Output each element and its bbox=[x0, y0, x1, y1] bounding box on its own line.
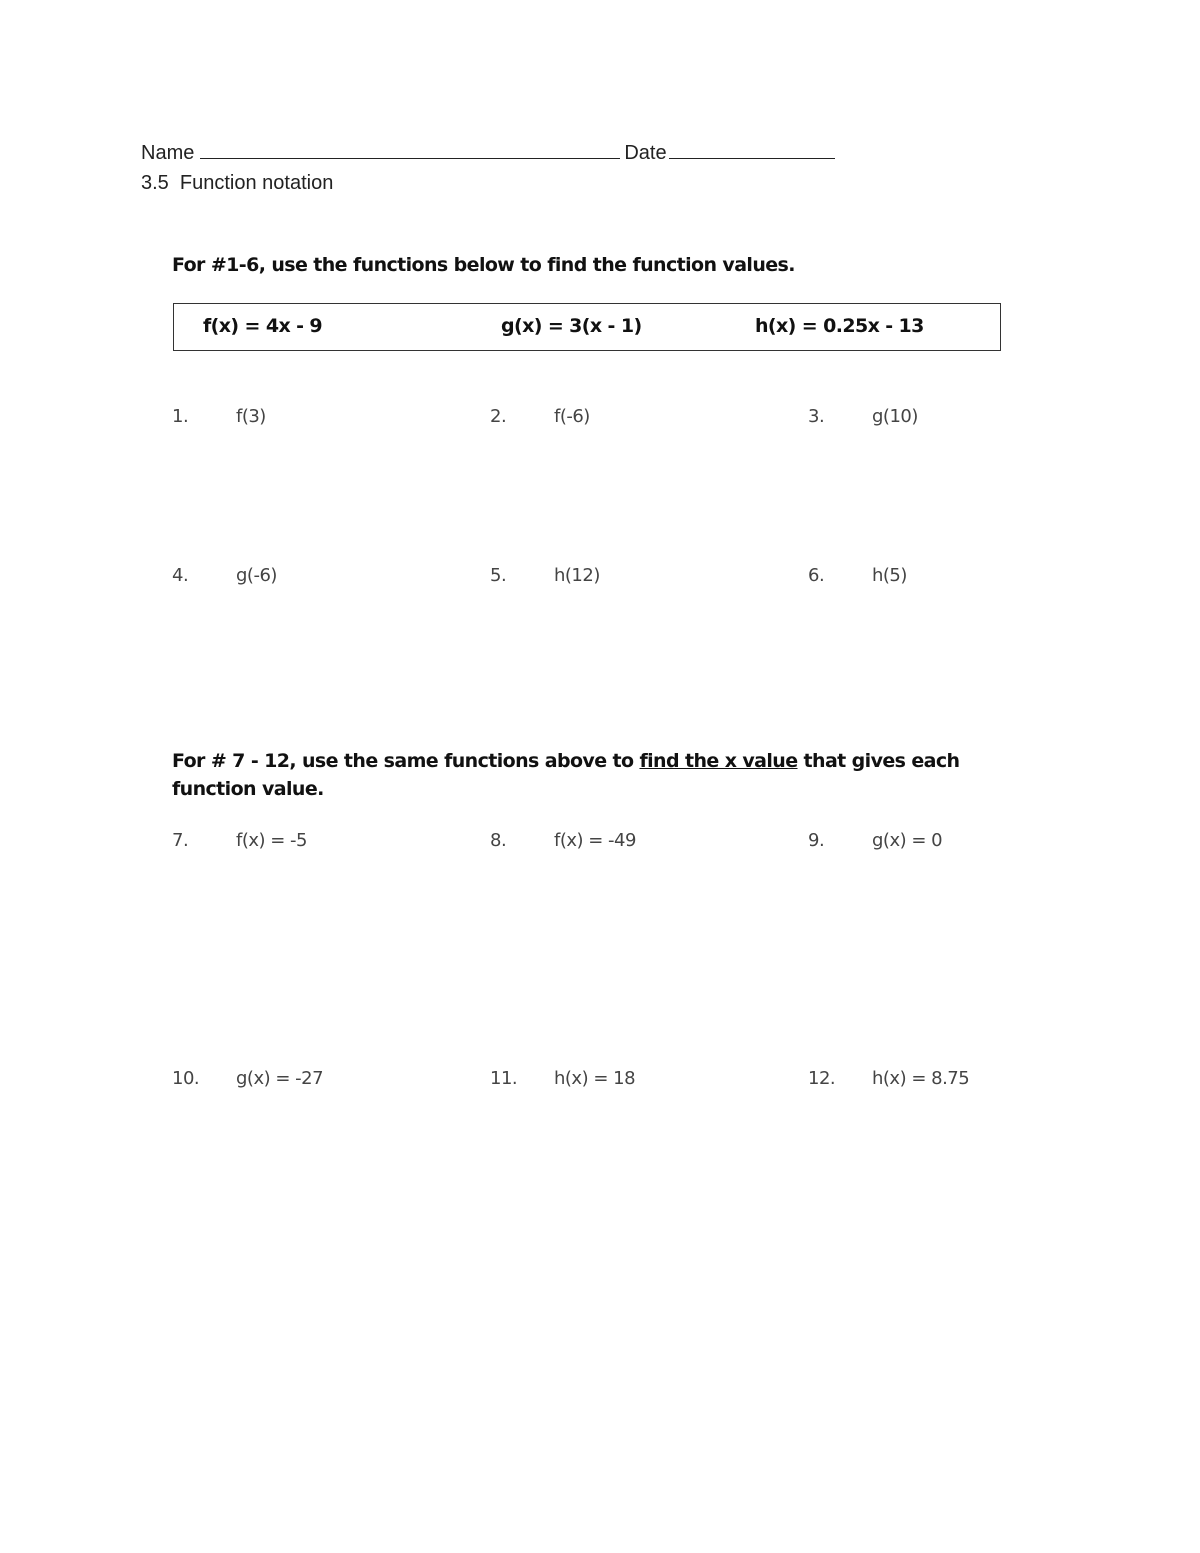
function-g: g(x) = 3(x - 1) bbox=[501, 315, 642, 337]
problem-expression: g(-6) bbox=[236, 565, 277, 586]
problem-expression: h(5) bbox=[872, 565, 907, 586]
name-label: Name bbox=[141, 142, 195, 164]
function-f: f(x) = 4x - 9 bbox=[203, 315, 323, 337]
date-label: Date bbox=[624, 142, 667, 164]
problem-expression: g(x) = 0 bbox=[872, 830, 943, 851]
problem-number: 2. bbox=[490, 406, 507, 427]
problem-number: 9. bbox=[808, 830, 825, 851]
problem-number: 3. bbox=[808, 406, 825, 427]
problem-expression: h(x) = 8.75 bbox=[872, 1068, 970, 1089]
problem-expression: h(12) bbox=[554, 565, 600, 586]
section1-instructions: For #1-6, use the functions below to find the function values. bbox=[172, 254, 795, 276]
problem-number: 5. bbox=[490, 565, 507, 586]
problem-expression: f(x) = -49 bbox=[554, 830, 636, 851]
problem-number: 1. bbox=[172, 406, 189, 427]
problem-expression: g(10) bbox=[872, 406, 918, 427]
worksheet-title: 3.5 Function notation bbox=[141, 172, 334, 194]
problem-number: 8. bbox=[490, 830, 507, 851]
section2-instructions bbox=[172, 747, 972, 803]
section2-instructions-post: that gives each function value. bbox=[172, 750, 960, 800]
problem-expression: f(-6) bbox=[554, 406, 590, 427]
name-date-line bbox=[141, 142, 835, 165]
problem-number: 4. bbox=[172, 565, 189, 586]
name-blank bbox=[200, 142, 620, 159]
function-definitions-box bbox=[173, 303, 1001, 351]
problem-expression: f(x) = -5 bbox=[236, 830, 308, 851]
date-blank bbox=[669, 142, 835, 159]
function-h: h(x) = 0.25x - 13 bbox=[755, 315, 924, 337]
problem-number: 12. bbox=[808, 1068, 836, 1089]
problem-number: 7. bbox=[172, 830, 189, 851]
problem-number: 6. bbox=[808, 565, 825, 586]
problem-expression: g(x) = -27 bbox=[236, 1068, 324, 1089]
section2-instructions-underlined: find the x value bbox=[639, 750, 798, 772]
problem-expression: h(x) = 18 bbox=[554, 1068, 636, 1089]
problem-number: 10. bbox=[172, 1068, 200, 1089]
problem-number: 11. bbox=[490, 1068, 518, 1089]
problem-expression: f(3) bbox=[236, 406, 266, 427]
section2-instructions-pre: For # 7 - 12, use the same functions above to bbox=[172, 750, 640, 772]
